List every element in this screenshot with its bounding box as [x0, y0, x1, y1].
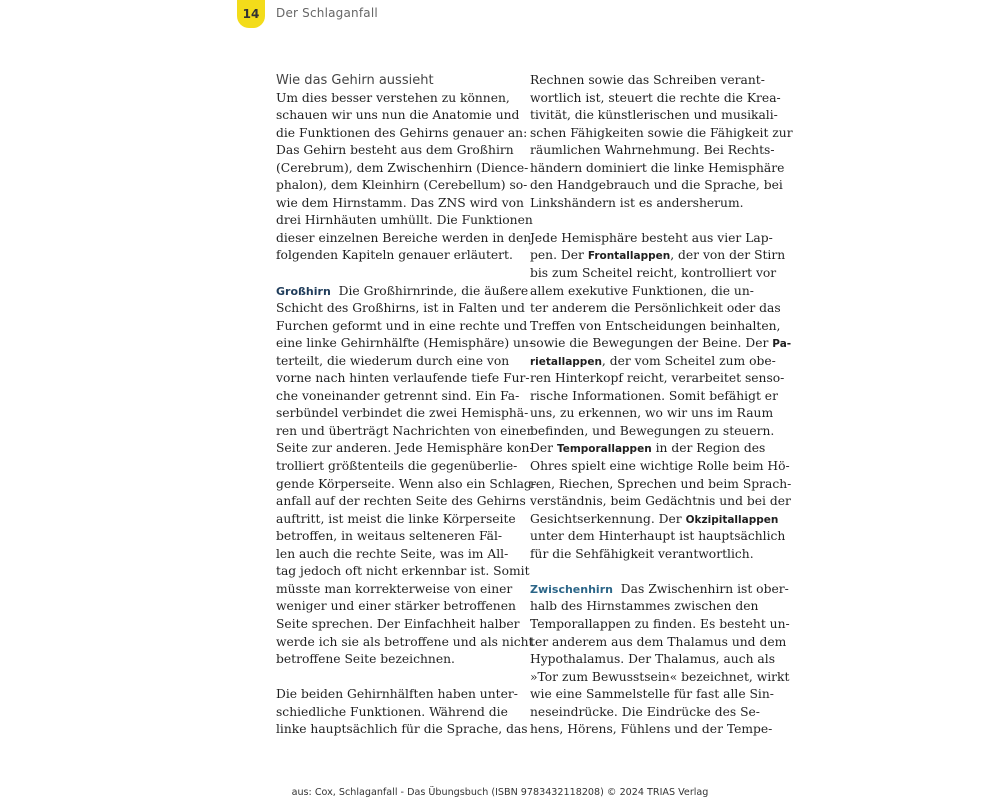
- text-line: bis zum Scheitel reicht, kontrolliert vor: [530, 266, 777, 281]
- source-footer: aus: Cox, Schlaganfall - Das Übungsbuch (ISBN 9783432118208) © 2024 TRIAS Verlag: [291, 787, 709, 798]
- text-line: Die beiden Gehirnhälften haben unter-: [276, 687, 518, 702]
- text-line: anfall auf der rechten Seite des Gehirns: [276, 494, 526, 509]
- grosshirn-paragraph: [276, 283, 536, 669]
- text-line: schen Fähigkeiten sowie die Fähigkeit zur: [530, 125, 793, 140]
- text-line: neseindrücke. Die Eindrücke des Se-: [530, 704, 760, 719]
- text-line: den Handgebrauch und die Sprache, bei: [530, 178, 783, 193]
- text-line: Das Zwischenhirn ist ober-: [620, 581, 789, 596]
- right-column: [530, 72, 793, 739]
- text-line: händern dominiert die linke Hemisphäre: [530, 160, 785, 175]
- text-line: rische Informationen. Somit befähigt er: [530, 388, 778, 403]
- running-title: Der Schlaganfall: [276, 6, 378, 20]
- text-line: weniger und einer stärker betroffenen: [276, 599, 516, 614]
- text-line: (Cerebrum), dem Zwischenhirn (Dience-: [276, 160, 529, 175]
- text-line: auftritt, ist meist die linke Körperseite: [276, 511, 516, 526]
- text-line: müsste man korrekterweise von einer: [276, 581, 513, 596]
- text-line: wortlich ist, steuert die rechte die Krea-: [530, 90, 781, 105]
- text-line: vorne nach hinten verlaufende tiefe Fur-: [276, 371, 530, 386]
- text-line: Seite zur anderen. Jede Hemisphäre kon-: [276, 441, 534, 456]
- text-line: halb des Hirnstammes zwischen den: [530, 599, 759, 614]
- text-line: drei Hirnhäuten umhüllt. Die Funktionen: [276, 213, 533, 228]
- text-line: schiedliche Funktionen. Während die: [276, 704, 508, 719]
- text-line: Rechnen sowie das Schreiben verant-: [530, 73, 765, 87]
- text-line: ter anderem die Persönlichkeit oder das: [530, 301, 781, 316]
- text-line: ter anderem aus dem Thalamus und dem: [530, 634, 787, 649]
- text-line: hens, Hörens, Fühlens und der Tempe-: [530, 722, 773, 737]
- text-line: Temporallappen zu finden. Es besteht un-: [530, 616, 790, 631]
- text-line: serbündel verbindet die zwei Hemisphä-: [276, 406, 529, 421]
- hemisphere-functions-paragraph: [530, 72, 793, 212]
- lobes-paragraph: Jede Hemisphäre besteht aus vier Lap- pen. Der Frontallappen, der von der Stirn bis zum Scheitel reicht, kontrolliert vor allem exekutive Funktionen, die un- ter anderem die Persönlichkeit oder das Treffen von Entscheidungen beinhalten, sowie die Bewegungen der Beine. Der Pa- rietallappen, der vom Scheitel zum obe- ren Hinterkopf reicht, verarbeitet senso- rische Informationen. Somit befähigt er uns, zu erkennen, wo wir uns im Raum befinden, und Bewegungen zu steuern. Der Temporallappen in der Region des Ohres spielt eine wichtige Rolle beim Hö- ren, Riechen, Sprechen und beim Sprach- verständnis, beim Gedächtnis und bei der Gesichtserkennung. Der Okzipitallappen unter dem Hinterhaupt ist hauptsächlich für die Sehfähigkeit verantwortlich.: [530, 230, 762, 563]
- text-line: unter dem Hinterhaupt ist hauptsächlich: [530, 529, 786, 544]
- grosshirn-label: Großhirn: [276, 284, 331, 298]
- page-header: [237, 0, 378, 28]
- zwischenhirn-paragraph: [530, 581, 790, 739]
- text-line: terteilt, die wiederum durch eine von: [276, 353, 510, 368]
- text-line: werde ich sie als betroffene und als nicht: [276, 634, 534, 649]
- text-line: betroffen, in weitaus selteneren Fäl-: [276, 529, 503, 544]
- text-line: verständnis, beim Gedächtnis und bei der: [530, 494, 791, 509]
- text-line: allem exekutive Funktionen, die un-: [530, 283, 754, 298]
- text-line: Linkshändern ist es andersherum.: [530, 195, 744, 210]
- term-frontallappen: Frontallappen: [587, 250, 671, 263]
- text-line: Seite sprechen. Der Einfachheit halber: [276, 616, 520, 631]
- term-okzipitallappen: Okzipitallappen: [685, 513, 779, 526]
- text-line: Ohres spielt eine wichtige Rolle beim Hö-: [530, 459, 790, 474]
- text-line: dieser einzelnen Bereiche werden in den: [276, 230, 532, 245]
- zwischenhirn-label: Zwischenhirn: [530, 582, 613, 596]
- text-line: uns, zu erkennen, wo wir uns im Raum: [530, 406, 774, 421]
- term-temporallappen: Temporallappen: [556, 443, 652, 456]
- text-line: befinden, und Bewegungen zu steuern.: [530, 423, 775, 438]
- hemispheres-paragraph: [276, 686, 528, 739]
- text-line: Die Großhirnrinde, die äußere: [338, 283, 529, 298]
- page-number-badge: 14: [237, 0, 265, 28]
- text-line: betroffene Seite bezeichnen.: [276, 652, 455, 667]
- text-line: die Funktionen des Gehirns genauer an:: [276, 125, 528, 140]
- text-line: len auch die rechte Seite, was im All-: [276, 546, 509, 561]
- text-line: für die Sehfähigkeit verantwortlich.: [530, 546, 754, 561]
- text-line: Treffen von Entscheidungen beinhalten,: [530, 318, 781, 333]
- text-line: linke hauptsächlich für die Sprache, das: [276, 722, 528, 737]
- text-line: räumlichen Wahrnehmung. Bei Rechts-: [530, 143, 775, 158]
- text-line: Um dies besser verstehen zu können,: [276, 90, 510, 105]
- intro-paragraph: [276, 90, 533, 265]
- text-line: »Tor zum Bewusstsein« bezeichnet, wirkt: [530, 669, 790, 684]
- text-line: tag jedoch oft nicht erkennbar ist. Somit: [276, 564, 530, 579]
- text-line: ren, Riechen, Sprechen und beim Sprach-: [530, 476, 792, 491]
- text-line: Das Gehirn besteht aus dem Großhirn: [276, 143, 514, 158]
- text-line: gende Körperseite. Wenn also ein Schlag-: [276, 476, 536, 491]
- text-line: ren Hinterkopf reicht, verarbeitet senso-: [530, 371, 785, 386]
- text-line: trolliert größtenteils die gegenüberlie-: [276, 459, 518, 474]
- text-line: che voneinander getrennt sind. Ein Fa-: [276, 388, 520, 403]
- text-line: Schicht des Großhirns, ist in Falten und: [276, 301, 525, 316]
- term-parietallappen-part1: Pa-: [772, 338, 792, 351]
- left-column: [276, 72, 536, 739]
- text-line: phalon), dem Kleinhirn (Cerebellum) so-: [276, 178, 528, 193]
- text-line: wie dem Hirnstamm. Das ZNS wird von: [276, 195, 524, 210]
- text-line: eine linke Gehirnhälfte (Hemisphäre) un-: [276, 336, 534, 351]
- text-line: folgenden Kapiteln genauer erläutert.: [276, 248, 513, 263]
- text-line: wie eine Sammelstelle für fast alle Sin-: [530, 687, 774, 702]
- text-line: ren und überträgt Nachrichten von einer: [276, 423, 533, 438]
- text-line: Hypothalamus. Der Thalamus, auch als: [530, 652, 776, 667]
- text-line: Furchen geformt und in eine rechte und: [276, 318, 528, 333]
- text-line: schauen wir uns nun die Anatomie und: [276, 108, 520, 123]
- term-parietallappen-part2: rietallappen: [530, 355, 602, 368]
- text-line: tivität, die künstlerischen und musikali-: [530, 108, 778, 123]
- text-line: Jede Hemisphäre besteht aus vier Lap-: [530, 230, 773, 245]
- section-heading: Wie das Gehirn aussieht: [276, 73, 434, 88]
